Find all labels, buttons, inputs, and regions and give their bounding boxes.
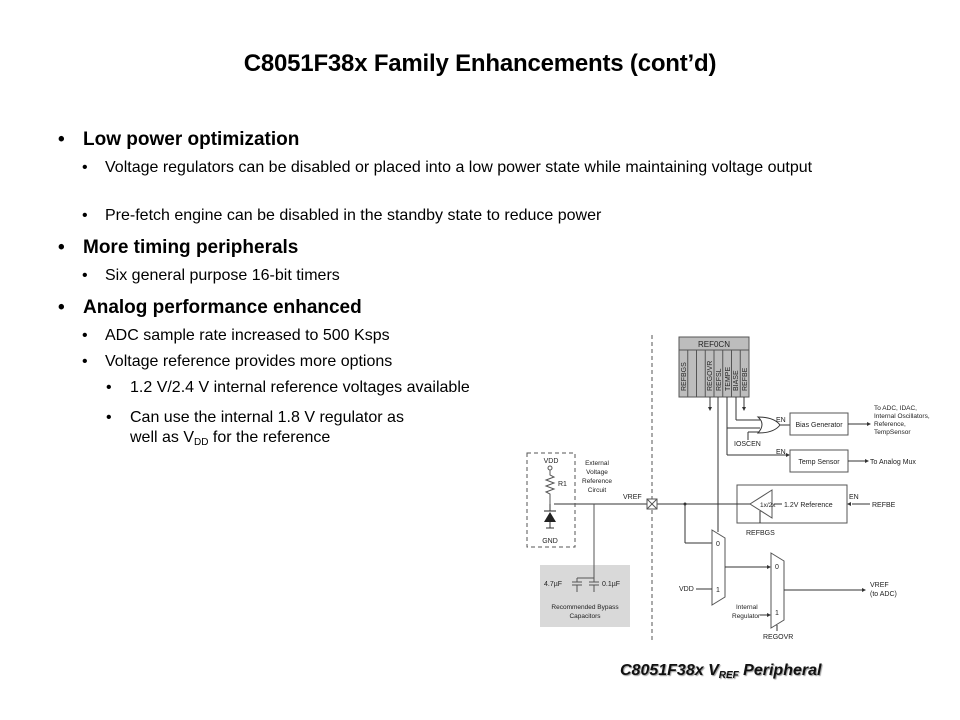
bullet: • xyxy=(82,159,88,176)
svg-text:1x/2x: 1x/2x xyxy=(760,502,776,509)
vref-block-diagram xyxy=(522,335,960,640)
svg-text:Internal Oscillators,: Internal Oscillators, xyxy=(874,413,930,420)
bullet: • xyxy=(82,267,88,284)
svg-text:EN: EN xyxy=(776,417,786,424)
svg-text:External: External xyxy=(585,460,609,467)
svg-text:Recommended Bypass: Recommended Bypass xyxy=(551,604,619,611)
svg-text:REFBGS: REFBGS xyxy=(681,362,688,391)
svg-text:0: 0 xyxy=(775,564,779,571)
figure-caption: C8051F38x $V_{REF}$ Peripheral xyxy=(620,662,822,681)
svg-text:TEMPE: TEMPE xyxy=(725,366,732,391)
slide-title: C8051F38x Family Enhancements (cont’d) xyxy=(243,50,717,77)
svg-text:REFSL: REFSL xyxy=(716,368,723,391)
svg-text:Bias Generator: Bias Generator xyxy=(795,422,843,429)
svg-text:Capacitors: Capacitors xyxy=(569,613,601,620)
svg-text:(to ADC): (to ADC) xyxy=(870,591,897,598)
bullet: • xyxy=(106,379,112,396)
svg-text:Reference,: Reference, xyxy=(874,421,906,428)
svg-text:TempSensor: TempSensor xyxy=(874,429,911,436)
svg-text:Voltage: Voltage xyxy=(586,469,608,476)
svg-text:1.2V Reference: 1.2V Reference xyxy=(784,502,833,509)
svg-text:0.1µF: 0.1µF xyxy=(602,581,621,588)
svg-text:EN: EN xyxy=(776,449,786,456)
svg-text:Temp Sensor: Temp Sensor xyxy=(798,459,840,466)
svg-text:Internal: Internal xyxy=(736,604,758,611)
bullet: • xyxy=(82,353,88,370)
svg-text:4.7µF: 4.7µF xyxy=(544,581,563,588)
svg-text:VREF: VREF xyxy=(623,494,642,501)
svg-text:VDD: VDD xyxy=(543,458,559,465)
svg-text:REFBE: REFBE xyxy=(872,502,896,509)
svg-text:To ADC, IDAC,: To ADC, IDAC, xyxy=(874,405,917,412)
svg-text:To Analog Mux: To Analog Mux xyxy=(870,459,916,466)
bullet: • xyxy=(106,409,112,426)
svg-text:Reference: Reference xyxy=(582,478,612,485)
svg-text:REGOVR: REGOVR xyxy=(763,634,794,640)
svg-text:REFBE: REFBE xyxy=(742,367,749,391)
svg-text:IOSCEN: IOSCEN xyxy=(734,441,761,448)
svg-text:REFBGS: REFBGS xyxy=(746,530,775,537)
svg-text:1: 1 xyxy=(716,587,720,594)
svg-text:VREF: VREF xyxy=(870,582,889,589)
svg-text:EN: EN xyxy=(849,494,859,501)
ref0cn-register xyxy=(679,337,749,397)
svg-text:Circuit: Circuit xyxy=(587,487,607,494)
svg-text:REGOVR: REGOVR xyxy=(707,360,714,391)
svg-text:GND: GND xyxy=(542,538,558,545)
svg-text:1: 1 xyxy=(775,610,779,617)
svg-text:BIASE: BIASE xyxy=(733,370,740,391)
svg-text:Regulator: Regulator xyxy=(732,613,761,620)
bullet: • xyxy=(82,207,88,224)
svg-text:VDD: VDD xyxy=(679,586,694,593)
svg-text:REF0CN: REF0CN xyxy=(697,340,731,349)
bullet: • xyxy=(58,297,65,318)
svg-text:0: 0 xyxy=(716,541,720,548)
bullet: • xyxy=(58,129,65,150)
bullet: • xyxy=(82,327,88,344)
bullet: • xyxy=(58,237,65,258)
svg-text:R1: R1 xyxy=(558,481,567,488)
